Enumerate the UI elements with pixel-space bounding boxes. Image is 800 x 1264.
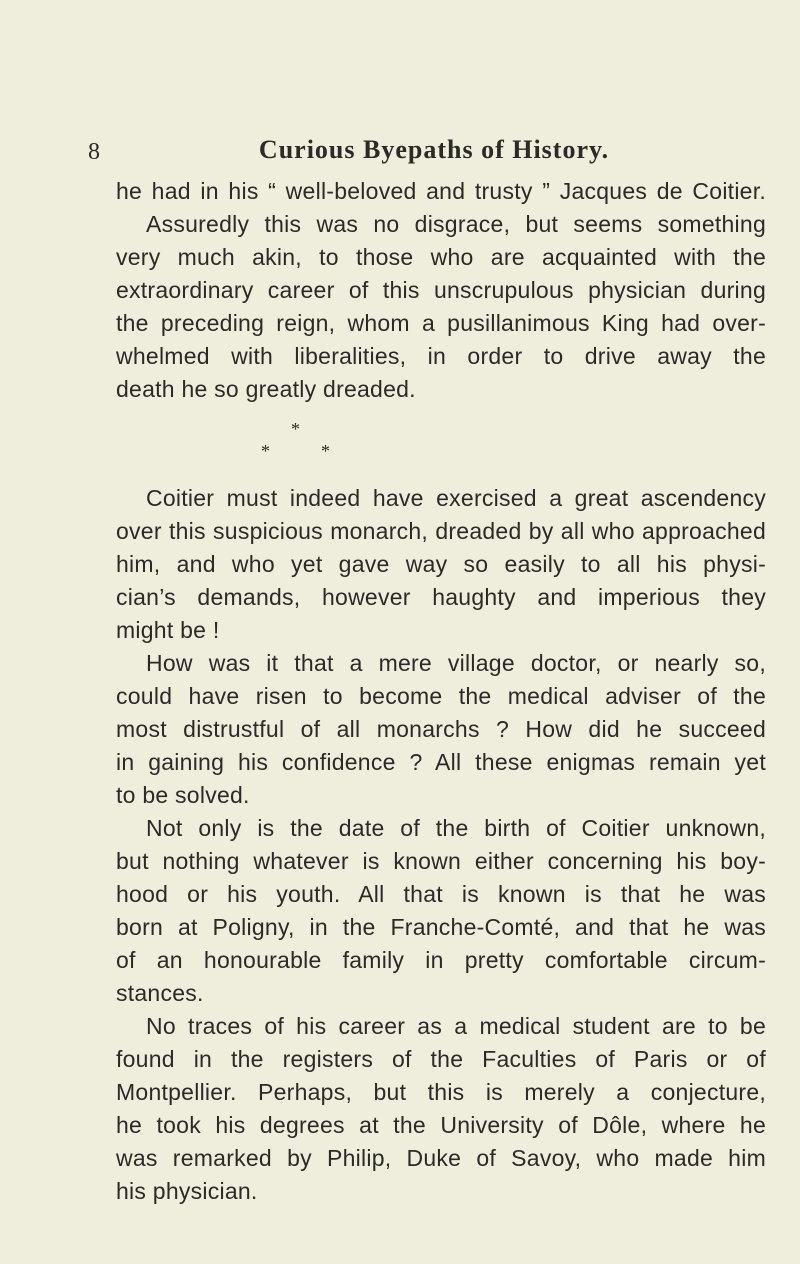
paragraph-line: very much akin, to those who are acquainted with the	[116, 244, 766, 270]
paragraph-line: No traces of his career as a medical student are to be	[146, 1013, 766, 1039]
asterisk: *	[321, 441, 331, 461]
paragraph-line: extraordinary career of this unscrupulous physician during	[116, 277, 766, 303]
paragraph-line: most distrustful of all monarchs ? How did he succeed	[116, 716, 766, 742]
paragraph-line: him, and who yet gave way so easily to all his physi-	[116, 551, 766, 577]
paragraph-line: in gaining his confidence ? All these enigmas remain yet	[116, 749, 766, 775]
paragraph-line: Montpellier. Perhaps, but this is merely a conjecture,	[116, 1079, 766, 1105]
paragraph-line: stances.	[116, 980, 204, 1006]
paragraph-line: he had in his “ well-beloved and trusty ” Jacques de Coitier.	[116, 178, 766, 204]
asterisk: *	[291, 419, 301, 439]
running-head	[88, 135, 728, 175]
paragraph-line: could have risen to become the medical adviser of the	[116, 683, 766, 709]
paragraph-line: of an honourable family in pretty comfortable circum-	[116, 947, 766, 973]
paragraph-line: over this suspicious monarch, dreaded by all who approached	[116, 518, 766, 544]
paragraph-line: Coitier must indeed have exercised a great ascendency	[146, 485, 766, 511]
paragraph-line: but nothing whatever is known either concerning his boy-	[116, 848, 766, 874]
paragraph-line: cian’s demands, however haughty and imperious they	[116, 584, 766, 610]
paragraph-line: How was it that a mere village doctor, or nearly so,	[146, 650, 766, 676]
paragraph-line: was remarked by Philip, Duke of Savoy, who made him	[116, 1145, 766, 1171]
paragraph-line: might be !	[116, 617, 220, 643]
paragraph-line: hood or his youth. All that is known is that he was	[116, 881, 766, 907]
paragraph-line: whelmed with liberalities, in order to drive away the	[116, 343, 766, 369]
paragraph-line: found in the registers of the Faculties of Paris or of	[116, 1046, 766, 1072]
paragraph-line: Not only is the date of the birth of Coitier unknown,	[146, 815, 766, 841]
spacer	[116, 472, 766, 482]
paragraph-line: to be solved.	[116, 782, 250, 808]
running-title: Curious Byepaths of History.	[258, 135, 610, 164]
paragraph-line: the preceding reign, whom a pusillanimous King had over-	[116, 310, 766, 336]
paragraph-line: he took his degrees at the University of Dôle, where he	[116, 1112, 766, 1138]
paragraph-line: Assuredly this was no disgrace, but seems something	[146, 211, 766, 237]
page-number: 8	[88, 139, 100, 165]
paragraph-line: death he so greatly dreaded.	[116, 376, 416, 402]
paragraph-line: his physician.	[116, 1178, 258, 1204]
asterisk: *	[261, 441, 271, 461]
section-break	[116, 406, 766, 472]
paragraph-line: born at Poligny, in the Franche-Comté, and that he was	[116, 914, 766, 940]
body-text	[116, 175, 766, 1208]
